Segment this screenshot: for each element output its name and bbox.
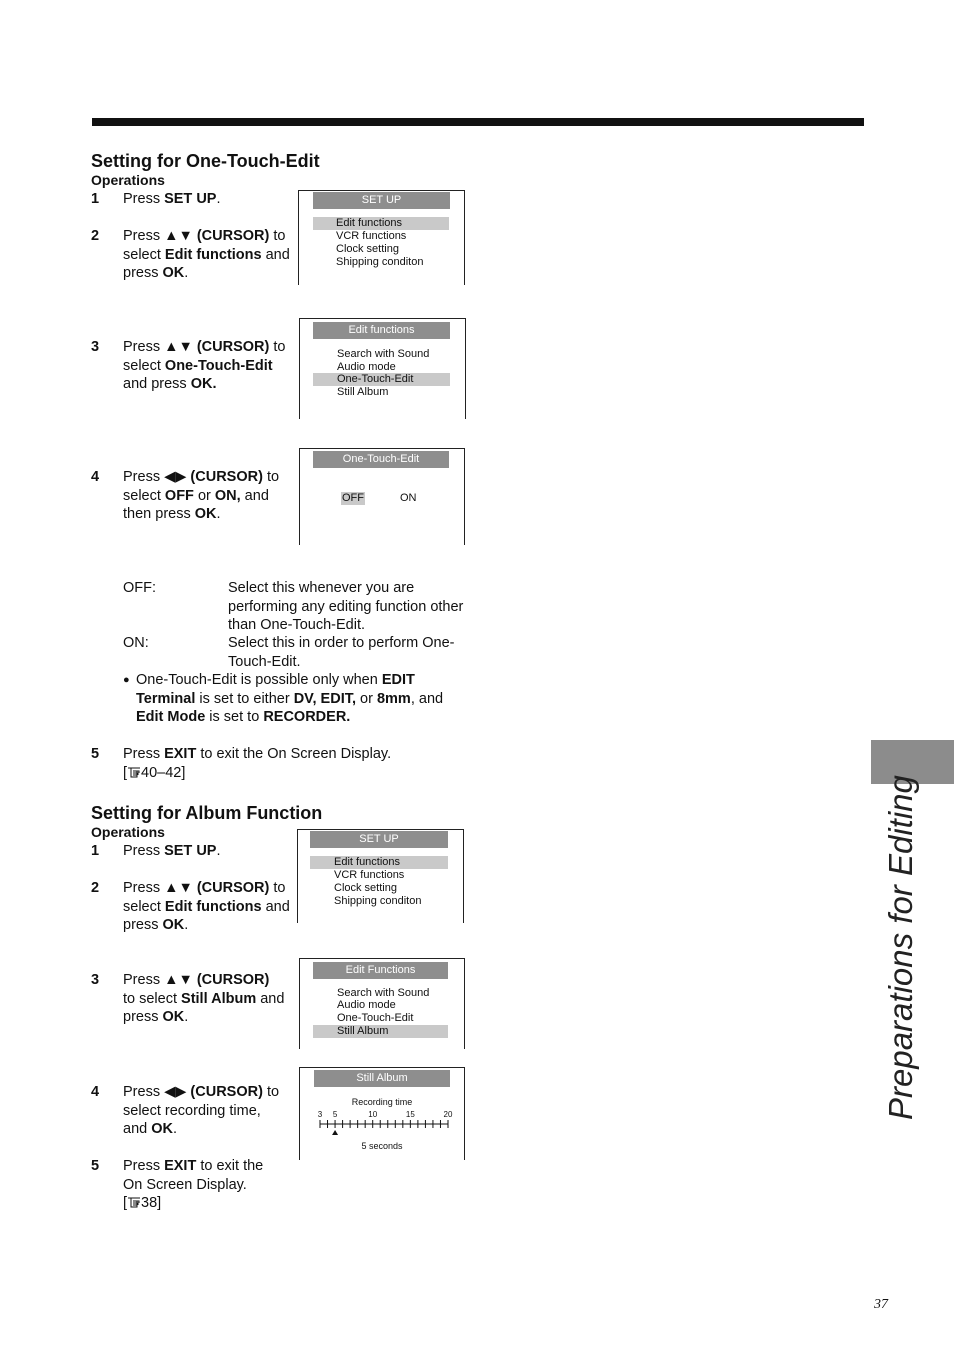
osd-item: Shipping conditon — [336, 256, 424, 268]
scale-tick-label: 20 — [443, 1110, 453, 1119]
step-number: 5 — [91, 1158, 100, 1174]
step-number: 1 — [91, 191, 100, 207]
scale-tick-label: 15 — [405, 1110, 415, 1119]
step-text: Press ◀▶ (CURSOR) to select recording time, and OK. — [123, 1084, 280, 1137]
osd-item: Still Album — [337, 386, 389, 398]
step-text: Press ◀▶ (CURSOR) to select OFF or ON, and then press OK. — [123, 469, 280, 522]
osd-item-edit-functions: Edit functions — [310, 856, 448, 869]
osd-header: Edit Functions — [313, 962, 448, 979]
step-text — [123, 745, 453, 782]
osd-edit-functions-menu — [299, 318, 466, 419]
osd-one-touch-edit — [299, 448, 465, 545]
step-text: Press ▲▼ (CURSOR) to select Edit functions and press OK. — [123, 880, 290, 933]
osd-item-still-album: Still Album — [313, 1025, 448, 1038]
osd-edit-functions-menu — [299, 958, 465, 1049]
off-label: OFF: — [123, 580, 157, 596]
osd-item: One-Touch-Edit — [337, 1012, 414, 1024]
scale-tick-label: 5 — [332, 1110, 338, 1119]
osd-header: Edit functions — [313, 322, 450, 339]
osd-setup-menu — [298, 190, 465, 285]
step-text-main: Press EXIT to exit the On Screen Display. — [123, 746, 392, 762]
osd-item: Clock setting — [336, 243, 399, 255]
osd-header: One-Touch-Edit — [313, 451, 449, 468]
off-description: Select this whenever you are performing any editing function other than One-Touch-Edit. — [228, 580, 464, 633]
step-number: 4 — [91, 1084, 100, 1100]
operations-label: Operations — [91, 824, 165, 840]
step-text: Press ▲▼ (CURSOR) to select Still Album and press OK. — [123, 972, 285, 1025]
step-number: 3 — [91, 972, 100, 988]
step-number: 2 — [91, 880, 100, 896]
osd-header: SET UP — [310, 831, 448, 848]
recording-time-caption: Recording time — [351, 1097, 413, 1107]
step-number: 5 — [91, 746, 100, 762]
step-number: 1 — [91, 843, 100, 859]
osd-item-edit-functions: Edit functions — [313, 217, 449, 230]
section-title-one-touch-edit: Setting for One-Touch-Edit — [91, 151, 320, 171]
osd-setup-menu — [297, 829, 464, 923]
pointing-hand-icon — [127, 766, 141, 778]
step-number: 2 — [91, 228, 100, 244]
osd-item: Shipping conditon — [334, 895, 422, 907]
osd-item: Clock setting — [334, 882, 397, 894]
step-number: 3 — [91, 339, 100, 355]
top-rule — [92, 118, 864, 126]
step-text: Press SET UP. — [123, 191, 221, 207]
page-reference: 38] — [141, 1195, 162, 1211]
osd-option-on: ON — [400, 492, 417, 504]
scale-tick-label: 3 — [317, 1110, 323, 1119]
osd-still-album — [299, 1067, 465, 1160]
step-text: Press ▲▼ (CURSOR) to select Edit functions and press OK. — [123, 228, 290, 281]
step-text: Press SET UP. — [123, 843, 221, 859]
osd-item: Audio mode — [337, 999, 396, 1011]
osd-item: Search with Sound — [337, 348, 430, 360]
scale-tick-label: 10 — [368, 1110, 378, 1119]
section-title-album-function: Setting for Album Function — [91, 803, 323, 823]
bullet-icon: ● — [123, 674, 130, 686]
ref-open: [ — [123, 1195, 128, 1211]
ref-open: [ — [123, 764, 128, 781]
on-description: Select this in order to perform One-Touch-Edit. — [228, 635, 455, 670]
step-number: 4 — [91, 469, 100, 485]
osd-item: VCR functions — [334, 869, 405, 881]
pointing-hand-icon — [127, 1196, 141, 1208]
page-reference: 40–42] — [141, 764, 186, 781]
osd-header: SET UP — [313, 192, 450, 209]
osd-option-off: OFF — [342, 492, 364, 504]
recording-time-value: 5 seconds — [361, 1141, 403, 1151]
osd-item: Search with Sound — [337, 987, 430, 999]
note-text: One-Touch-Edit is possible only when EDIT Terminal is set to either DV, EDIT, or 8mm, and Edit Mode is set to RECORDER. — [136, 672, 444, 725]
step-text-main: Press EXIT to exit the On Screen Display. — [123, 1158, 264, 1193]
osd-item: VCR functions — [336, 230, 407, 242]
operations-label: Operations — [91, 172, 165, 188]
page-number: 37 — [874, 1297, 888, 1312]
step-text: Press ▲▼ (CURSOR) to select One-Touch-Edit and press OK. — [123, 339, 286, 392]
osd-item-one-touch-edit: One-Touch-Edit — [313, 373, 450, 386]
osd-item: Audio mode — [337, 361, 396, 373]
step-text — [123, 1157, 283, 1213]
osd-header: Still Album — [314, 1070, 450, 1087]
on-label: ON: — [123, 635, 149, 651]
scale-marker-icon — [332, 1130, 338, 1135]
side-chapter-label: Preparations for Editing — [882, 775, 919, 1120]
